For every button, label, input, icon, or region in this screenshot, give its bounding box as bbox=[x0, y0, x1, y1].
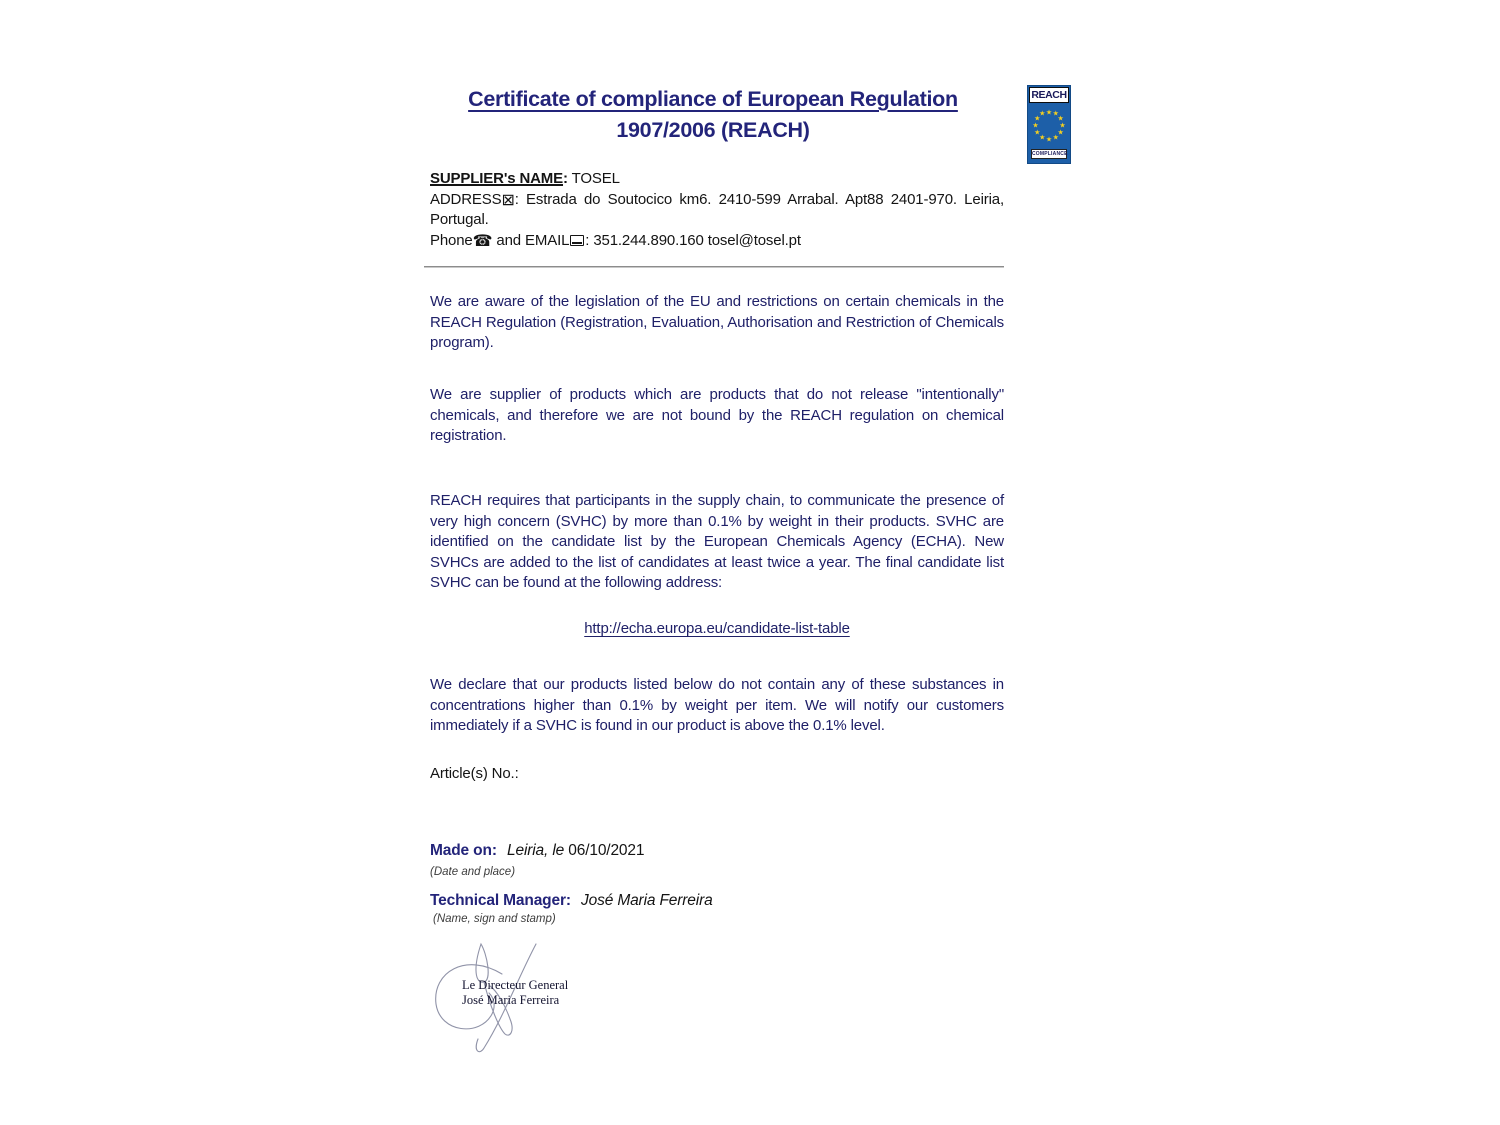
made-on-label: Made on: bbox=[430, 842, 497, 859]
articles-label: Article(s) No.: bbox=[430, 765, 519, 782]
supplier-name-label: SUPPLIER's NAME bbox=[430, 170, 564, 187]
date-place-note: (Date and place) bbox=[430, 866, 516, 878]
candidate-list-link-line bbox=[430, 620, 1004, 637]
eu-star-icon: ★ bbox=[1057, 129, 1064, 137]
computer-icon bbox=[570, 235, 584, 246]
made-on-place: Leiria, le bbox=[507, 842, 565, 859]
compliance-logo-label: COMPLIANCE bbox=[1032, 151, 1068, 157]
reach-logo-label: REACH bbox=[1029, 87, 1069, 103]
eu-star-icon: ★ bbox=[1052, 110, 1059, 118]
contact-value: : 351.244.890.160 tosel@tosel.pt bbox=[585, 231, 801, 249]
paragraph-supplier-status: We are supplier of products which are products that do not release "intentionally" chemicals, and therefore we are not bound by the REACH regulation on chemical registration. bbox=[430, 386, 1004, 445]
supplier-block bbox=[430, 169, 1004, 251]
eu-star-icon: ★ bbox=[1039, 110, 1046, 118]
eu-star-icon: ★ bbox=[1034, 115, 1041, 123]
made-on-date: 06/10/2021 bbox=[568, 842, 645, 859]
title-line-2: 1907/2006 (REACH) bbox=[616, 118, 810, 142]
eu-star-icon: ★ bbox=[1045, 136, 1053, 143]
eu-stars bbox=[1028, 103, 1070, 149]
email-label: and EMAIL bbox=[492, 231, 570, 249]
paragraph-awareness: We are aware of the legislation of the EU and restrictions on certain chemicals in the REACH Regulation (Registration, Evaluation, Authorisation and Restriction of Chemicals program). bbox=[430, 293, 1004, 352]
phone-icon: ☎ bbox=[472, 232, 493, 250]
reach-compliance-logo bbox=[1027, 85, 1071, 164]
eu-star-icon: ★ bbox=[1034, 129, 1041, 137]
name-sign-stamp-note: (Name, sign and stamp) bbox=[433, 913, 556, 925]
eu-star-icon: ★ bbox=[1059, 122, 1066, 130]
signature-title: Le Directeur General bbox=[462, 978, 569, 992]
eu-star-icon: ★ bbox=[1057, 115, 1064, 123]
eu-star-icon: ★ bbox=[1039, 134, 1046, 142]
address-label: ADDRESS bbox=[430, 190, 502, 208]
paragraph-declaration: We declare that our products listed below do not contain any of these substances in concentrations higher than 0.1% by weight per item. We will notify our customers immediately if a SVHC is found in our product is above the 0.1% level. bbox=[430, 676, 1004, 735]
certificate-title bbox=[413, 84, 1013, 146]
address-value: : Estrada do Soutocico km6. 2410-599 Arrabal. Apt88 2401-970. Leiria, Portugal. bbox=[430, 190, 1004, 228]
eu-star-icon: ★ bbox=[1052, 134, 1059, 142]
paragraph-reach-requirements: REACH requires that participants in the supply chain, to communicate the presence of very high concern (SVHC) by more than 0.1% by weight in their products. SVHC are identified on the candidate list by the European Chemicals Agency (ECHA). New SVHCs are added to the list of candidates at least twice a year. The final candidate list SVHC can be found at the following address: bbox=[430, 492, 1004, 592]
made-on-line bbox=[430, 842, 644, 860]
candidate-list-link[interactable]: http://echa.europa.eu/candidate-list-table bbox=[584, 620, 850, 637]
technical-manager-name: José Maria Ferreira bbox=[581, 892, 713, 909]
technical-manager-label: Technical Manager: bbox=[430, 892, 571, 909]
supplier-name-value: TOSEL bbox=[567, 170, 620, 187]
supplier-name-colon: : bbox=[563, 170, 568, 187]
phone-label: Phone bbox=[430, 231, 473, 249]
envelope-icon: ⊠ bbox=[501, 191, 515, 209]
technical-manager-line bbox=[430, 892, 713, 910]
eu-star-icon: ★ bbox=[1032, 122, 1039, 130]
signature-stamp-text bbox=[462, 978, 568, 1008]
section-divider bbox=[424, 266, 1004, 268]
title-line-1: Certificate of compliance of European Regulation bbox=[468, 87, 958, 111]
signature-name: José Maria Ferreira bbox=[462, 993, 560, 1007]
eu-star-icon: ★ bbox=[1045, 109, 1053, 116]
